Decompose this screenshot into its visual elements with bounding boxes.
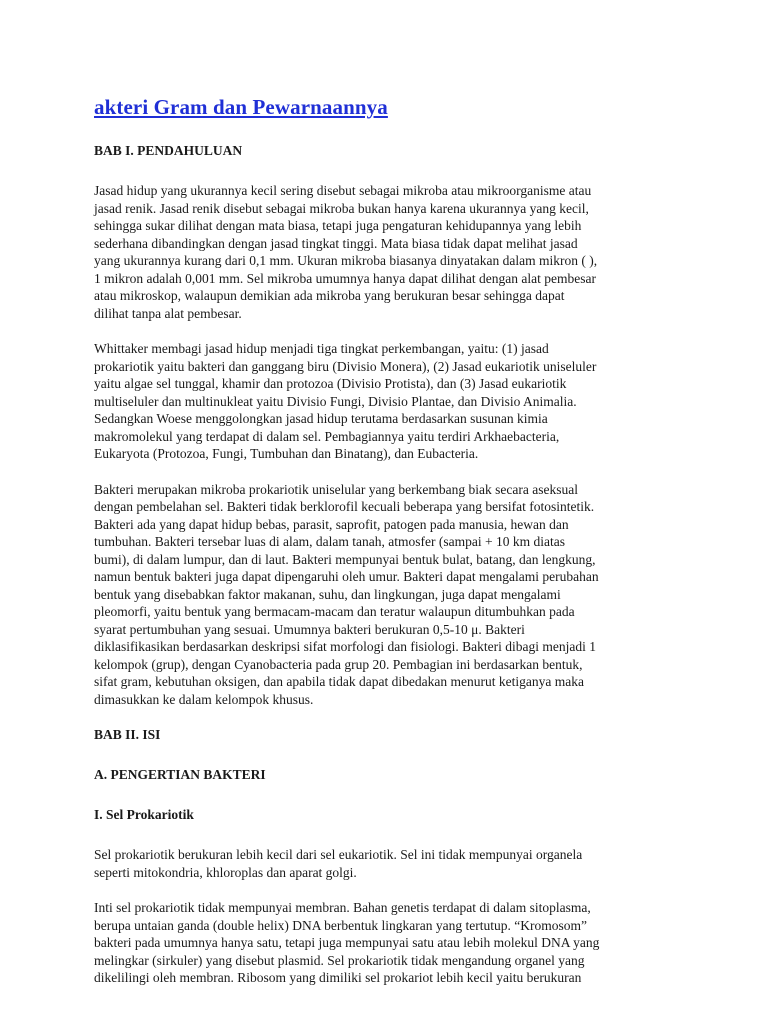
text-line: bakteri pada umumnya hanya satu, tetapi juga mempunyai satu atau lebih molekul DNA yang xyxy=(94,935,600,950)
text-line: Inti sel prokariotik tidak mempunyai membran. Bahan genetis terdapat di dalam sitoplasma, xyxy=(94,900,591,915)
text-line: bentuk yang disebabkan faktor makanan, suhu, dan lingkungan, juga dapat mengalami xyxy=(94,586,561,602)
text-line: melingkar (sirkuler) yang disebut plasmid. Sel prokariotik tidak mengandung organel yang xyxy=(94,952,585,968)
text-line: seperti mitokondria, khloroplas dan aparat golgi. xyxy=(94,864,357,880)
text-line: sifat gram, kebutuhan oksigen, dan apabila tidak dapat dibedakan menurut ketiganya maka xyxy=(94,674,584,689)
text-line: Bakteri merupakan mikroba prokariotik uniselular yang berkembang biak secara aseksual xyxy=(94,481,578,497)
text-line: tumbuhan. Bakteri tersebar luas di alam, dalam tanah, atmosfer (sampai + 10 km diatas xyxy=(94,534,565,549)
text-line: kelompok (grup), dengan Cyanobacteria pada grup 20. Pembagian ini berdasarkan bentuk, xyxy=(94,656,583,672)
text-line: Sedangkan Woese menggolongkan jasad hidup terutama berdasarkan susunan kimia xyxy=(94,411,548,426)
text-line: yang ukurannya kurang dari 0,1 mm. Ukuran mikroba biasanya dinyatakan dalam mikron ( ), xyxy=(94,253,598,268)
text-line: Whittaker membagi jasad hidup menjadi tiga tingkat perkembangan, yaitu: (1) jasad xyxy=(94,341,549,356)
text-line: 1 mikron adalah 0,001 mm. Sel mikroba umumnya hanya dapat dilihat dengan alat pembesar xyxy=(94,270,596,286)
section-heading-pengertian: A. PENGERTIAN BAKTERI xyxy=(94,767,266,782)
text-line: sehingga sukar dilihat dengan mata biasa, tetapi juga pengaturan kehidupannya yang lebih xyxy=(94,218,582,233)
paragraph-intro xyxy=(94,182,684,322)
text-line: syarat pertumbuhan yang sesuai. Umumnya bakteri berukuran 0,5-10 μ. Bakteri xyxy=(94,621,525,637)
text-line: Jasad hidup yang ukurannya kecil sering disebut sebagai mikroba atau mikroorganisme atau xyxy=(94,183,592,198)
text-line: jasad renik. Jasad renik disebut sebagai mikroba bukan hanya karena ukurannya yang kecil, xyxy=(94,200,589,216)
paragraph-bakteri xyxy=(94,481,684,709)
text-line: Eukaryota (Protozoa, Fungi, Tumbuhan dan Binatang), dan Eubacteria. xyxy=(94,446,479,461)
text-line: bumi), di dalam lumpur, dan di laut. Bakteri mempunyai bentuk bulat, batang, dan lengkung, xyxy=(94,551,596,567)
text-line: dilihat tanpa alat pembesar. xyxy=(94,305,242,321)
text-line: Bakteri ada yang dapat hidup bebas, parasit, saprofit, patogen pada manusia, hewan dan xyxy=(94,516,569,532)
text-line: makromolekul yang terdapat di dalam sel. Pembagiannya yaitu terdiri Arkhaebacteria, xyxy=(94,428,560,444)
text-line: Sel prokariotik berukuran lebih kecil dari sel eukariotik. Sel ini tidak mempunyai organela xyxy=(94,847,583,862)
text-line: multiseluler dan multinukleat yaitu Divisio Fungi, Divisio Plantae, dan Divisio Animalia. xyxy=(94,393,577,409)
text-line: berupa untaian ganda (double helix) DNA berbentuk lingkaran yang tertutup. “Kromosom” xyxy=(94,917,587,933)
text-line: dikelilingi oleh membran. Ribosom yang dimiliki sel prokariot lebih kecil yaitu berukuran xyxy=(94,970,582,985)
text-line: yaitu algae sel tunggal, khamir dan protozoa (Divisio Protista), dan (3) Jasad eukariotik xyxy=(94,376,567,391)
paragraph-sel-prokariotik xyxy=(94,846,684,881)
subsection-heading-sel-prokariotik: I. Sel Prokariotik xyxy=(94,807,194,822)
document-page xyxy=(94,94,684,1005)
paragraph-inti-sel xyxy=(94,899,684,987)
text-line: sederhana dibandingkan dengan jasad tingkat tinggi. Mata biasa tidak dapat melihat jasad xyxy=(94,235,578,251)
text-line: prokariotik yaitu bakteri dan ganggang biru (Divisio Monera), (2) Jasad eukariotik uniseluler xyxy=(94,358,597,374)
text-line: diklasifikasikan berdasarkan deskripsi sifat morfologi dan fisiologi. Bakteri dibagi menjadi 1 xyxy=(94,639,597,654)
text-line: namun bentuk bakteri juga dapat dipengaruhi oleh umur. Bakteri dapat mengalami perubahan xyxy=(94,569,599,584)
section-heading-bab2: BAB II. ISI xyxy=(94,727,161,742)
text-line: pleomorfi, yaitu bentuk yang bermacam-macam dan teratur walaupun ditumbuhkan pada xyxy=(94,604,575,619)
text-line: dengan pembelahan sel. Bakteri tidak berklorofil kecuali beberapa yang bersifat fotosintetik. xyxy=(94,499,595,514)
text-line: dimasukkan ke dalam kelompok khusus. xyxy=(94,691,314,707)
section-heading-bab1: BAB I. PENDAHULUAN xyxy=(94,143,243,158)
paragraph-whittaker xyxy=(94,340,684,463)
text-line: atau mikroskop, walaupun demikian ada mikroba yang berukuran besar sehingga dapat xyxy=(94,288,565,303)
document-title-link[interactable]: akteri Gram dan Pewarnaannya xyxy=(94,95,388,119)
